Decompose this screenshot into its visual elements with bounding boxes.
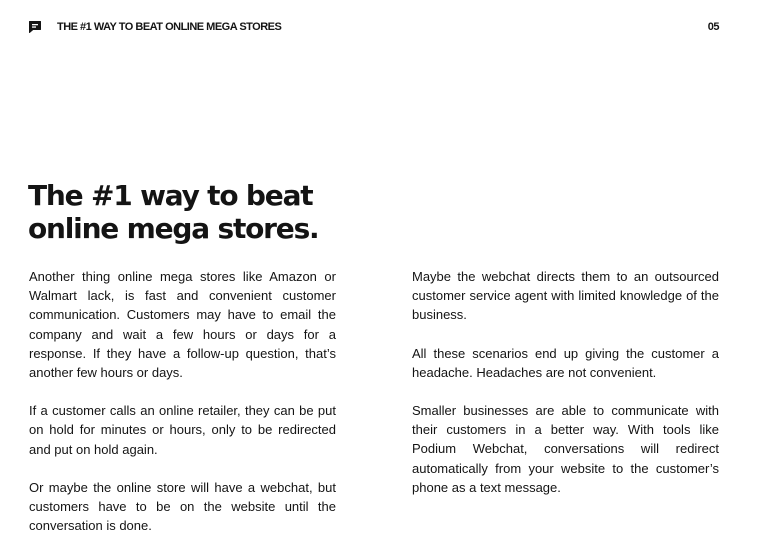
paragraph: If a customer calls an online retailer, they can be put on hold for minutes or hours, only to be redirected and put on hold again.: [29, 403, 336, 457]
left-column: [29, 267, 336, 554]
paragraph: All these scenarios end up giving the customer a headache. Headaches are not convenient.: [412, 345, 719, 380]
header-title: THE #1 WAY TO BEAT ONLINE MEGA STORES: [57, 21, 282, 33]
paragraph: Maybe the webchat directs them to an outsourced customer service agent with limited knowledge of the business.: [412, 269, 719, 323]
page-header: [28, 18, 720, 38]
paragraph: Or maybe the online store will have a webchat, but customers have to be on the website until the conversation is done.: [29, 479, 336, 534]
paragraph: Another thing online mega stores like Amazon or Walmart lack, is fast and convenient customer communication. Customers may have to email the company and wait a few hours or days for a response. If they have a follow-up question, that’s another few hours or days.: [29, 269, 336, 381]
page-number: 05: [707, 21, 719, 33]
paragraph: Smaller businesses are able to communicate with their customers in a better way. With tools like Podium Webchat, conversations will redirect automatically from your website to the customer’s phone as a text message.: [412, 403, 719, 495]
chat-bubble-icon: [28, 20, 42, 34]
right-column: [412, 267, 719, 516]
page-headline: The #1 way to beat online mega stores.: [28, 179, 319, 245]
